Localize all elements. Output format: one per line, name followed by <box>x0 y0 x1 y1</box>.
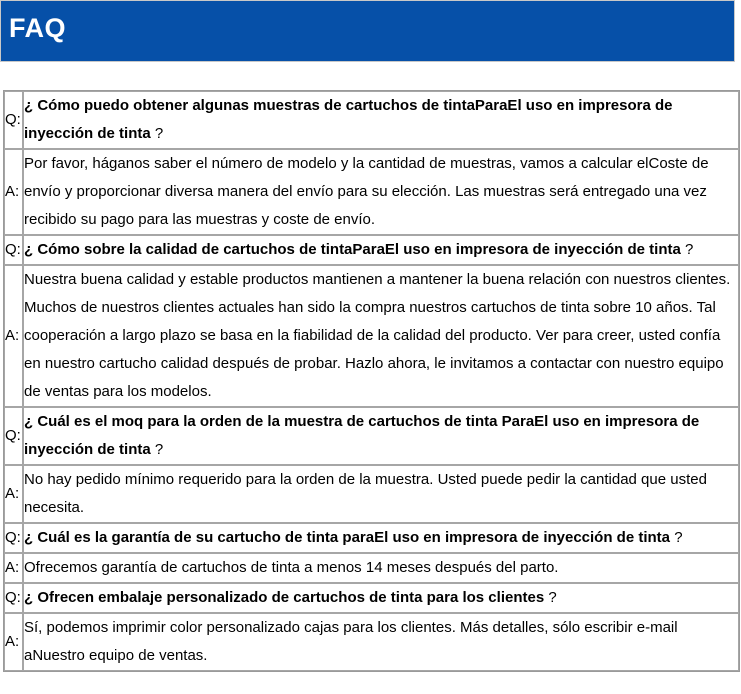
answer-text: Sí, podemos imprimir color personalizado cajas para los clientes. Más detalles, sólo escribir e-mail aNuestro equipo de ventas. <box>23 613 739 671</box>
question-text: ¿ Ofrecen embalaje personalizado de cartuchos de tinta para los clientes <box>24 589 545 606</box>
answer-label: A: <box>4 465 23 523</box>
faq-question-row <box>4 523 739 553</box>
answer-label: A: <box>4 265 23 407</box>
faq-table <box>3 90 740 672</box>
faq-question-row <box>4 235 739 265</box>
question-cell <box>23 91 739 149</box>
question-cell <box>23 407 739 465</box>
question-label: Q: <box>4 235 23 265</box>
question-mark: ? <box>674 529 683 546</box>
faq-answer-row <box>4 553 739 583</box>
answer-text: Nuestra buena calidad y estable productos mantienen a mantener la buena relación con nuestros clientes. Muchos de nuestros clientes actuales han sido la compra nuestros cartuchos de tinta sobre 10 años. Tal cooperación a largo plazo se basa en la fiabilidad de la calidad del producto. Ver para creer, usted confía en nuestro cartucho calidad después de probar. Hazlo ahora, le invitamos a contactar con nuestro equipo de ventas para los modelos. <box>23 265 739 407</box>
question-mark: ? <box>154 125 164 142</box>
faq-answer-row <box>4 265 739 407</box>
faq-question-row <box>4 91 739 149</box>
question-mark: ? <box>685 241 694 258</box>
answer-label: A: <box>4 553 23 583</box>
question-cell <box>23 523 739 553</box>
faq-answer-row <box>4 465 739 523</box>
question-cell <box>23 235 739 265</box>
faq-answer-row <box>4 613 739 671</box>
question-text: ¿ Cómo sobre la calidad de cartuchos de tintaParaEl uso en impresora de inyección de tinta <box>24 241 681 258</box>
faq-header-bar <box>0 0 735 62</box>
question-mark: ? <box>154 441 164 458</box>
answer-text: Por favor, háganos saber el número de modelo y la cantidad de muestras, vamos a calcular elCoste de envío y proporcionar diversa manera del envío para su elección. Las muestras será entregado una vez recibido su pago para las muestras y coste de envío. <box>23 149 739 235</box>
question-text: ¿ Cuál es la garantía de su cartucho de tinta paraEl uso en impresora de inyección de tinta <box>24 529 671 546</box>
faq-question-row <box>4 407 739 465</box>
answer-label: A: <box>4 149 23 235</box>
answer-label: A: <box>4 613 23 671</box>
answer-text: No hay pedido mínimo requerido para la orden de la muestra. Usted puede pedir la cantidad que usted necesita. <box>23 465 739 523</box>
question-label: Q: <box>4 407 23 465</box>
faq-table-body <box>4 91 739 671</box>
faq-question-row <box>4 583 739 613</box>
faq-answer-row <box>4 149 739 235</box>
question-cell <box>23 583 739 613</box>
page-title: FAQ <box>9 13 67 43</box>
question-text: ¿ Cómo puedo obtener algunas muestras de cartuchos de tintaParaEl uso en impresora de inyección de tinta <box>24 97 673 142</box>
question-mark: ? <box>548 589 557 606</box>
answer-text: Ofrecemos garantía de cartuchos de tinta a menos 14 meses después del parto. <box>23 553 739 583</box>
question-label: Q: <box>4 523 23 553</box>
question-label: Q: <box>4 583 23 613</box>
question-text: ¿ Cuál es el moq para la orden de la muestra de cartuchos de tinta ParaEl uso en impresora de inyección de tinta <box>24 413 700 458</box>
question-label: Q: <box>4 91 23 149</box>
